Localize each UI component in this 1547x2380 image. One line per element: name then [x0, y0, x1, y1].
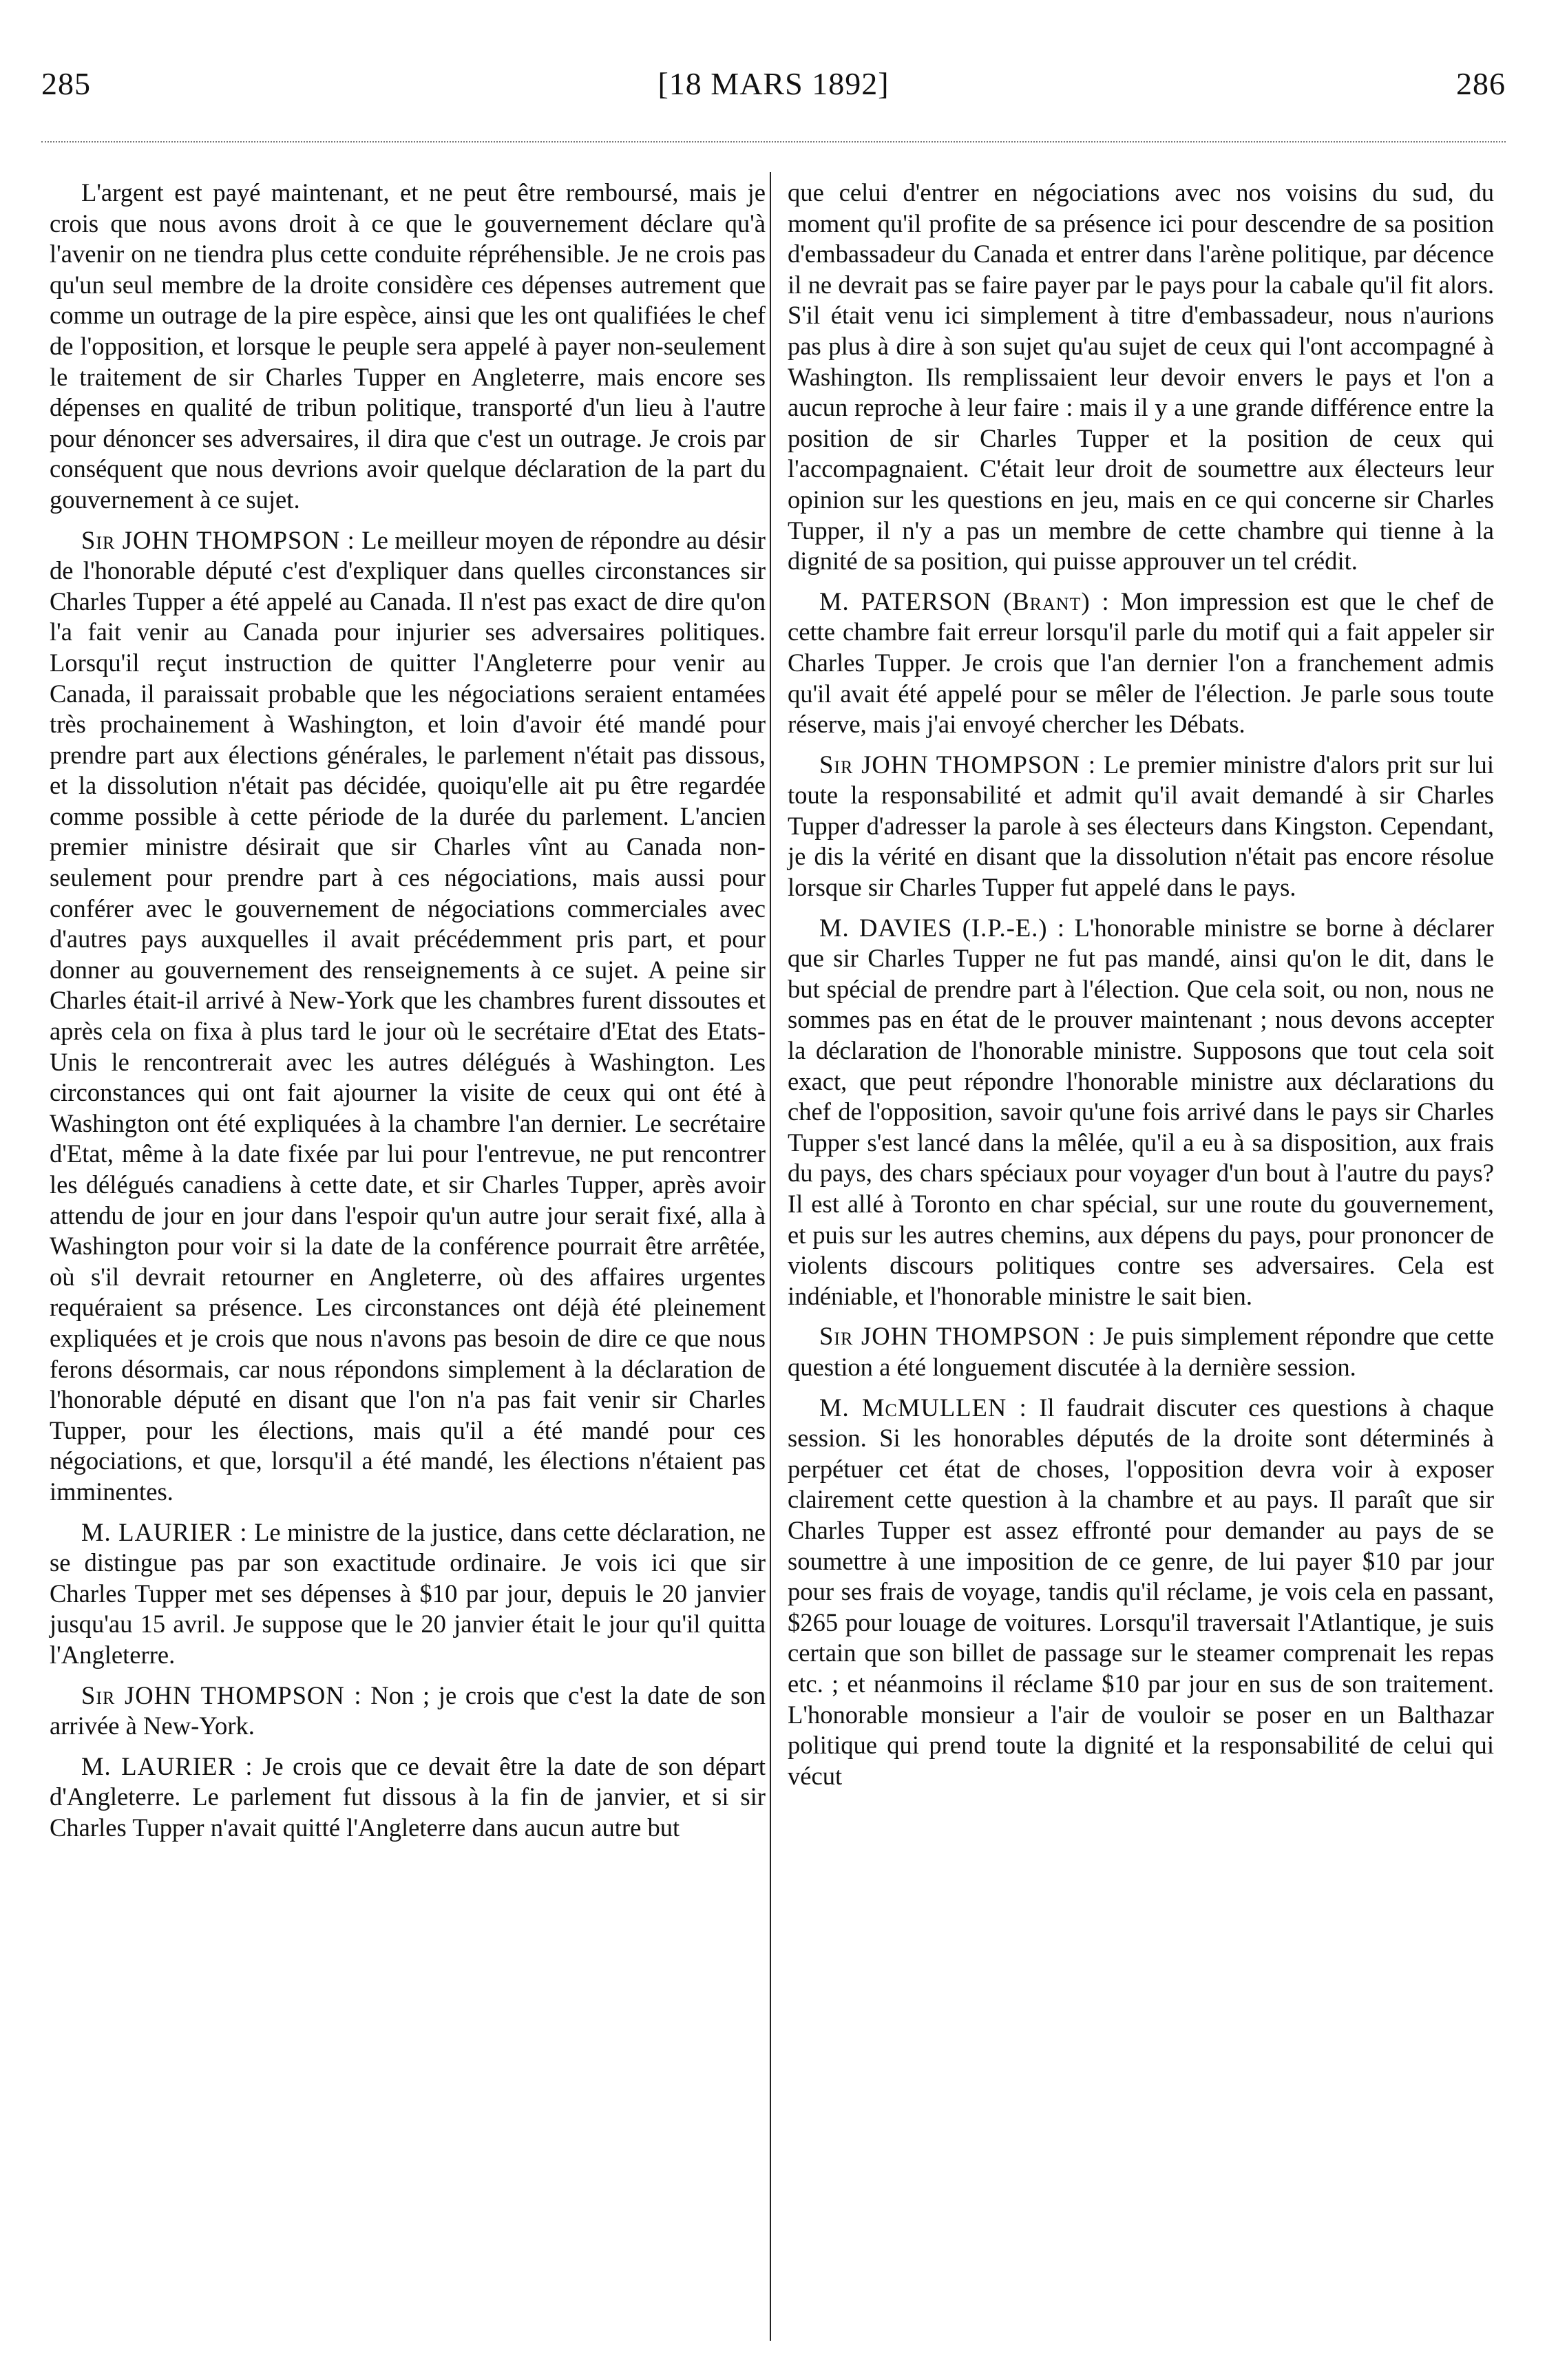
- paragraph-text: Je puis simplement répondre que cette question a été longuement discutée à la dernière session.: [788, 1322, 1494, 1381]
- page-header: [41, 65, 1506, 114]
- paragraph-text: L'honorable ministre se borne à déclarer que sir Charles Tupper ne fut pas mandé, ainsi qu'on le dit, dans le but spécial de prendre part à l'élection. Que cela soit, ou non, nous ne sommes pas en état de le prouver maintenant ; nous devons accepter la déclaration de l'honorable ministre. Supposons que tout cela soit exact, que peut répondre l'honorable ministre aux déclarations du chef de l'opposition, savoir qu'une fois arrivé dans le pays sir Charles Tupper s'est lancé dans la mêlée, qu'il a eu à sa disposition, aux frais du pays, des chars spéciaux pour voyager d'un bout à l'autre du pays? Il est allé à Toronto en char spécial, sur une route du gouvernement, et puis sur les autres chemins, aux dépens du pays, pour prononcer de violents discours politiques contre ses adversaires. Cela est indéniable, et l'honorable ministre le sait bien.: [788, 913, 1494, 1310]
- page-number-left: 285: [41, 66, 91, 101]
- left-column: [50, 178, 766, 1853]
- speaker-name: M. DAVIES (I.P.-E.) :: [819, 913, 1066, 942]
- right-column: [788, 178, 1494, 1801]
- paragraph: [50, 178, 766, 516]
- paragraph: [50, 1517, 766, 1671]
- paragraph-text: Le meilleur moyen de répondre au désir de l'honorable député c'est d'expliquer dans quelles circonstances sir Charles Tupper a été appelé au Canada. Il n'est pas exact de dire qu'on l'a fait venir au Canada pour injurier ses adversaires politiques. Lorsqu'il reçut instruction de quitter l'Angleterre pour venir au Canada, il paraissait probable que les négociations seraient entamées très prochainement à Washington, et loin d'avoir été mandé pour prendre part aux élections générales, le parlement n'était pas dissous, et la dissolution n'était pas décidée, quoiqu'elle ait pu être regardée comme possible à cette période de la durée du parlement. L'ancien premier ministre désirait que sir Charles vînt au Canada non-seulement pour prendre part à ces négociations, mais aussi pour conférer avec le gouvernement de négociations commerciales avec d'autres pays auxquelles il avait précédemment pris part, et pour donner au gouvernement des renseignements à ce sujet. A peine sir Charles était-il arrivé à New-York que les chambres furent dissoutes et après cela on fixa à plus tard le jour où le secrétaire d'Etat des Etats-Unis le rencontrerait avec les autres délégués à Washington. Les circonstances qui ont fait ajourner la visite de ceux qui ont été à Washington ont été expliquées à la chambre l'an dernier. Le secrétaire d'Etat, même à la date fixée par lui pour l'entrevue, ne put rencontrer les délégués canadiens à cette date, et sir Charles Tupper, après avoir attendu de jour en jour dans l'espoir qu'un autre jour serait fixé, alla à Washington pour voir si la date de la conférence pourrait être arrêtée, où s'il devrait retourner en Angleterre, où des affaires urgentes requéraient sa présence. Les circonstances ont déjà été pleinement expliquées et je crois que nous n'avons pas besoin de dire ce que nous ferons désormais, car nous répondons simplement à la déclaration de l'honorable député en disant que l'on n'a pas fait venir sir Charles Tupper, pour les élections, mais qu'il a été mandé pour ces négociations, et que, lorsqu'il a été mandé, les élections n'étaient pas imminentes.: [50, 525, 766, 1506]
- speaker-name: M. PATERSON (Brant) :: [819, 587, 1110, 615]
- paragraph-text: Le ministre de la justice, dans cette déclaration, ne se distingue pas par son exactitude ordinaire. Je vois ici que sir Charles Tupper met ses dépenses à $10 par jour, depuis le 20 janvier jusqu'au 15 avril. Je suppose que le 20 janvier était le jour qu'il quitta l'Angleterre.: [50, 1517, 766, 1669]
- paragraph-text: Il faudrait discuter ces questions à chaque session. Si les honorables députés de la droite sont déterminés à perpétuer cet état de choses, l'opposition devra voir à exposer clairement cette question à la chambre et au pays. Il paraît que sir Charles Tupper est assez effronté pour demander au pays de se soumettre à une imposition de ce genre, de lui payer $10 par jour pour ses frais de voyage, tandis qu'il réclame, je vois cela en passant, $265 pour louage de voitures. Lorsqu'il traversait l'Atlantique, je suis certain que son billet de passage sur le steamer comprenait les repas etc. ; et néanmoins il réclame $10 par jour en sus de son traitement. L'honorable monsieur a l'air de vouloir se poser en un Balthazar politique qui prend toute la dignité et la responsabilité de celui qui vécut: [788, 1393, 1494, 1790]
- paragraph-text: Le premier ministre d'alors prit sur lui toute la responsabilité et admit qu'il avait demandé à sir Charles Tupper d'adresser la parole à ses électeurs dans Kingston. Cependant, je dis la vérité en disant que la dissolution n'était pas encore résolue lorsque sir Charles Tupper fut appelé dans le pays.: [788, 750, 1495, 902]
- speaker-name: M. McMULLEN :: [819, 1393, 1027, 1422]
- speaker-name: Sir JOHN THOMPSON :: [819, 1322, 1096, 1351]
- column-divider: [770, 172, 771, 2341]
- speaker-name: Sir JOHN THOMPSON :: [819, 750, 1096, 779]
- paragraph-text: Non ; je crois que c'est la date de son arrivée à New-York.: [50, 1681, 766, 1740]
- paragraph: [50, 1751, 766, 1844]
- paragraph: [50, 525, 766, 1508]
- speaker-name: M. LAURIER :: [81, 1517, 248, 1546]
- paragraph: [788, 913, 1494, 1312]
- paragraph-text: Mon impression est que le chef de cette chambre fait erreur lorsqu'il parle du motif qui a fait appeler sir Charles Tupper. Je crois que l'an dernier l'on a franchement admis qu'il avait été appelé pour se mêler de l'élection. Je parle sous toute réserve, mais j'ai envoyé chercher les Débats.: [788, 587, 1495, 739]
- header-date: [18 MARS 1892]: [657, 66, 890, 101]
- paragraph-text: Je crois que ce devait être la date de son départ d'Angleterre. Le parlement fut dissous à la fin de janvier, et si sir Charles Tupper n'avait quitté l'Angleterre dans aucun autre but: [50, 1751, 766, 1842]
- page-number-right: 286: [1456, 66, 1506, 101]
- paragraph: [788, 1321, 1494, 1382]
- speaker-name: Sir JOHN THOMPSON :: [81, 525, 355, 554]
- paragraph: [788, 587, 1494, 740]
- paragraph: [788, 1393, 1494, 1792]
- paragraph-text: L'argent est payé maintenant, et ne peut être remboursé, mais je crois que nous avons droit à ce que le gouvernement déclare qu'à l'avenir on ne tiendra plus cette conduite répréhensible. Je ne crois pas qu'un seul membre de la droite considère ces dépenses autrement que comme un outrage de la pire espèce, ainsi que les ont qualifiées le chef de l'opposition, et lorsque le peuple sera appelé à payer non-seulement le traitement de sir Charles Tupper en Angleterre, mais encore ses dépenses en qualité de tribun politique, transporté d'un lieu à l'autre pour dénoncer ses adversaires, il dira que c'est un outrage. Je crois par conséquent que nous devrions avoir quelque déclaration de la part du gouvernement à ce sujet.: [50, 178, 766, 514]
- paragraph: [788, 178, 1494, 577]
- speaker-name: Sir JOHN THOMPSON :: [81, 1681, 362, 1709]
- paragraph: [788, 750, 1494, 903]
- paragraph-text: que celui d'entrer en négociations avec nos voisins du sud, du moment qu'il profite de sa présence ici pour descendre de sa position d'embassadeur du Canada et entrer dans l'arène politique, par décence il ne devrait pas se faire payer par le pays pour la cabale qu'il fit alors. S'il était venu ici simplement à titre d'embassadeur, nous n'aurions pas plus à dire à son sujet qu'au sujet de ceux qui l'ont accompagné à Washington. Ils remplissaient leur devoir envers le pays et l'on a aucun reproche à leur faire : mais il y a une grande différence entre la position de sir Charles Tupper et la position de ceux qui l'accompagnaient. C'était leur droit de soumettre aux électeurs leur opinion sur les questions en jeu, mais en ce qui concerne sir Charles Tupper, il n'y a pas un membre de cette chambre qui tienne à la dignité de sa position, qui puisse approuver un tel crédit.: [788, 178, 1494, 576]
- header-rule: [41, 141, 1506, 143]
- paragraph: [50, 1681, 766, 1742]
- speaker-name: M. LAURIER :: [81, 1751, 253, 1780]
